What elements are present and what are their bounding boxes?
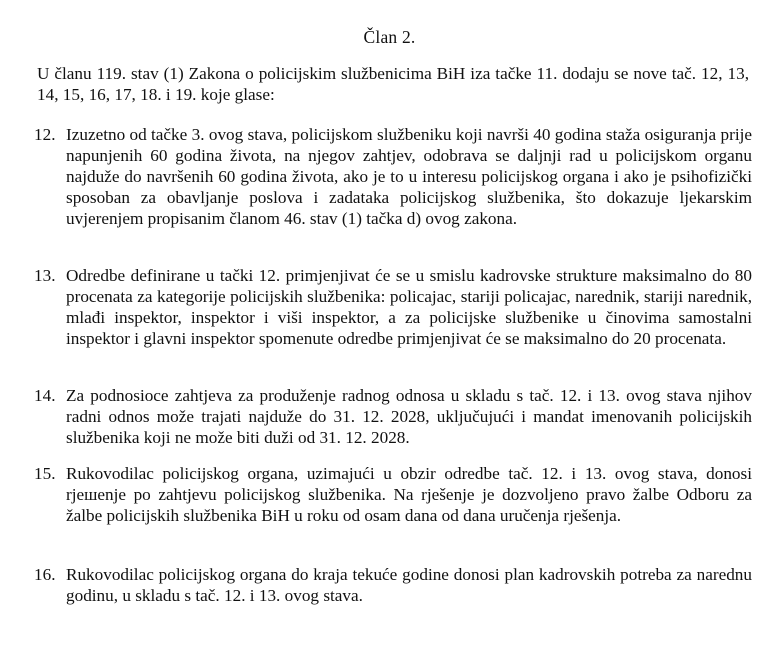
list-item-number: 14. bbox=[34, 386, 56, 405]
list-item-text: Izuzetno od tačke 3. ovog stava, policijskom službeniku koji navrši 40 godina staža osiguranja prije napunjenih 60 godina života, na njegov zahtjev, odobrava se daljnji rad u policijskom organu najduže do navršenih 60 godina života, ako je to u interesu policijskog organa i ako je psihofizički sposoban za obavljanje poslova i zadataka policijskog službenika, što dokazuje ljekarskim uvjerenjem propisanim članom 46. stav (1) tačka d) ovog zakona. bbox=[66, 125, 752, 228]
intro-paragraph: U članu 119. stav (1) Zakona o policijskim službenicima BiH iza tačke 11. dodaju se nove tač. 12, 13, 14, 15, 16, 17, 18. i 19. koje glase: bbox=[37, 64, 749, 104]
list-item-text: Rukovodilac policijskog organa, uzimajući u obzir odredbe tač. 12. i 13. ovog stava, donosi rjешenje po zahtjevu policijskog službenika. Na rješenje je dozvoljeno pravo žalbe Odboru za žalbe policijskih službenika BiH u roku od osam dana od dana uručenja rješenja. bbox=[66, 464, 752, 525]
list-item-text: Odredbe definirane u tački 12. primjenjivat će se u smislu kadrovske strukture maksimalno do 80 procenata za kategorije policijskih službenika: policajac, stariji policajac, narednik, stariji narednik, mlađi inspektor, inspektor i viši inspektor, a za policijske službenike u činovima samostalni inspektor i glavni inspektor spomenute odredbe primjenjivat će se maksimalno do 20 procenata. bbox=[66, 266, 752, 348]
list-item-number: 13. bbox=[34, 266, 56, 285]
list-item-number: 16. bbox=[34, 565, 56, 584]
list-item-text: Za podnosioce zahtjeva za produženje radnog odnosa u skladu s tač. 12. i 13. ovog stava njihov radni odnos može trajati najduže do 31. 12. 2028, uključujući i mandat imenovanih policijskih službenika koji ne može biti duži od 31. 12. 2028. bbox=[66, 386, 752, 447]
list-item-number: 15. bbox=[34, 464, 56, 483]
list-item-text: Rukovodilac policijskog organa do kraja tekuće godine donosi plan kadrovskih potreba za narednu godinu, u skladu s tač. 12. i 13. ovog stava. bbox=[66, 565, 752, 605]
list-item-number: 12. bbox=[34, 125, 56, 144]
article-heading: Član 2. bbox=[363, 27, 416, 47]
